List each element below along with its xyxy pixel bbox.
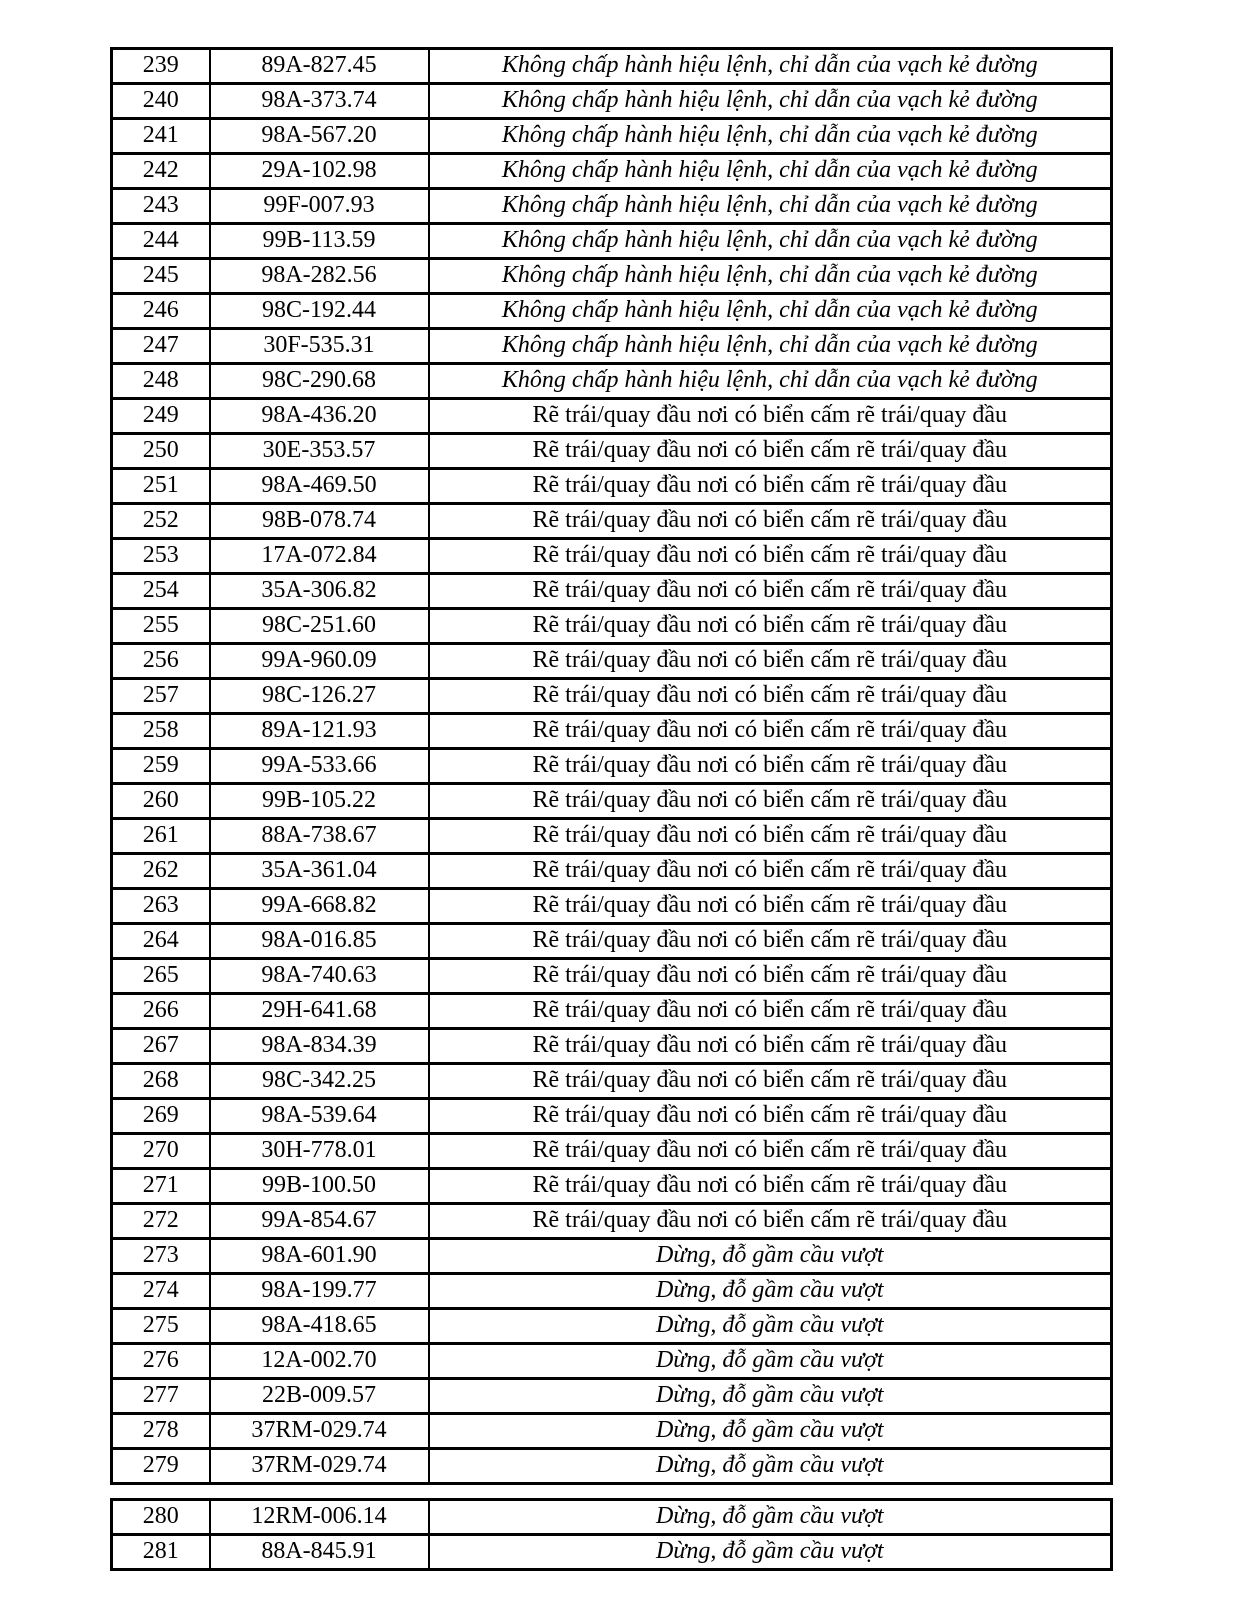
violation-description-cell: Rẽ trái/quay đầu nơi có biển cấm rẽ trái/quay đầu — [429, 819, 1112, 854]
table-row — [112, 924, 1112, 959]
table-row — [112, 1099, 1112, 1134]
violation-description-cell: Không chấp hành hiệu lệnh, chỉ dẫn của vạch kẻ đường — [429, 49, 1112, 84]
row-number-cell: 270 — [112, 1134, 210, 1169]
license-plate-cell: 30H-778.01 — [210, 1134, 429, 1169]
license-plate-cell: 35A-306.82 — [210, 574, 429, 609]
table-row — [112, 749, 1112, 784]
table-row — [112, 329, 1112, 364]
row-number-cell: 252 — [112, 504, 210, 539]
license-plate-cell: 99F-007.93 — [210, 189, 429, 224]
table-row — [112, 1134, 1112, 1169]
row-number-cell: 253 — [112, 539, 210, 574]
row-number-cell: 271 — [112, 1169, 210, 1204]
violation-description-cell: Rẽ trái/quay đầu nơi có biển cấm rẽ trái/quay đầu — [429, 959, 1112, 994]
table-row — [112, 854, 1112, 889]
violation-description-cell: Dừng, đỗ gầm cầu vượt — [429, 1239, 1112, 1274]
license-plate-cell: 98A-539.64 — [210, 1099, 429, 1134]
license-plate-cell: 98C-290.68 — [210, 364, 429, 399]
license-plate-cell: 98A-282.56 — [210, 259, 429, 294]
row-number-cell: 247 — [112, 329, 210, 364]
table-row — [112, 189, 1112, 224]
violation-description-cell: Rẽ trái/quay đầu nơi có biển cấm rẽ trái/quay đầu — [429, 574, 1112, 609]
table-row — [112, 994, 1112, 1029]
violation-table-main — [110, 47, 1113, 1485]
table-row — [112, 784, 1112, 819]
row-number-cell: 242 — [112, 154, 210, 189]
license-plate-cell: 12RM-006.14 — [210, 1500, 429, 1535]
license-plate-cell: 37RM-029.74 — [210, 1449, 429, 1484]
license-plate-cell: 98C-251.60 — [210, 609, 429, 644]
violation-description-cell: Dừng, đỗ gầm cầu vượt — [429, 1379, 1112, 1414]
table-row — [112, 1535, 1112, 1570]
table-row — [112, 154, 1112, 189]
table-row — [112, 1414, 1112, 1449]
violation-description-cell: Dừng, đỗ gầm cầu vượt — [429, 1535, 1112, 1570]
row-number-cell: 278 — [112, 1414, 210, 1449]
row-number-cell: 258 — [112, 714, 210, 749]
row-number-cell: 251 — [112, 469, 210, 504]
violation-description-cell: Dừng, đỗ gầm cầu vượt — [429, 1414, 1112, 1449]
violation-description-cell: Rẽ trái/quay đầu nơi có biển cấm rẽ trái/quay đầu — [429, 434, 1112, 469]
document-page — [110, 47, 1113, 1571]
row-number-cell: 268 — [112, 1064, 210, 1099]
row-number-cell: 263 — [112, 889, 210, 924]
license-plate-cell: 99A-668.82 — [210, 889, 429, 924]
violation-description-cell: Rẽ trái/quay đầu nơi có biển cấm rẽ trái/quay đầu — [429, 469, 1112, 504]
row-number-cell: 276 — [112, 1344, 210, 1379]
violation-description-cell: Không chấp hành hiệu lệnh, chỉ dẫn của vạch kẻ đường — [429, 329, 1112, 364]
violation-description-cell: Không chấp hành hiệu lệnh, chỉ dẫn của vạch kẻ đường — [429, 294, 1112, 329]
table-row — [112, 679, 1112, 714]
violation-description-cell: Dừng, đỗ gầm cầu vượt — [429, 1344, 1112, 1379]
license-plate-cell: 98A-436.20 — [210, 399, 429, 434]
violation-description-cell: Rẽ trái/quay đầu nơi có biển cấm rẽ trái/quay đầu — [429, 714, 1112, 749]
license-plate-cell: 88A-738.67 — [210, 819, 429, 854]
violation-description-cell: Rẽ trái/quay đầu nơi có biển cấm rẽ trái/quay đầu — [429, 504, 1112, 539]
violation-description-cell: Không chấp hành hiệu lệnh, chỉ dẫn của vạch kẻ đường — [429, 224, 1112, 259]
license-plate-cell: 22B-009.57 — [210, 1379, 429, 1414]
license-plate-cell: 35A-361.04 — [210, 854, 429, 889]
row-number-cell: 239 — [112, 49, 210, 84]
row-number-cell: 241 — [112, 119, 210, 154]
license-plate-cell: 30F-535.31 — [210, 329, 429, 364]
table-row — [112, 49, 1112, 84]
license-plate-cell: 98A-740.63 — [210, 959, 429, 994]
row-number-cell: 260 — [112, 784, 210, 819]
table-row — [112, 609, 1112, 644]
violation-description-cell: Rẽ trái/quay đầu nơi có biển cấm rẽ trái/quay đầu — [429, 854, 1112, 889]
row-number-cell: 249 — [112, 399, 210, 434]
violation-description-cell: Rẽ trái/quay đầu nơi có biển cấm rẽ trái/quay đầu — [429, 1099, 1112, 1134]
table-row — [112, 1064, 1112, 1099]
row-number-cell: 243 — [112, 189, 210, 224]
table-row — [112, 504, 1112, 539]
violation-description-cell: Rẽ trái/quay đầu nơi có biển cấm rẽ trái/quay đầu — [429, 1169, 1112, 1204]
license-plate-cell: 29H-641.68 — [210, 994, 429, 1029]
license-plate-cell: 29A-102.98 — [210, 154, 429, 189]
license-plate-cell: 98A-567.20 — [210, 119, 429, 154]
violation-description-cell: Không chấp hành hiệu lệnh, chỉ dẫn của vạch kẻ đường — [429, 189, 1112, 224]
license-plate-cell: 99B-105.22 — [210, 784, 429, 819]
license-plate-cell: 99A-854.67 — [210, 1204, 429, 1239]
violation-description-cell: Rẽ trái/quay đầu nơi có biển cấm rẽ trái/quay đầu — [429, 399, 1112, 434]
violation-description-cell: Rẽ trái/quay đầu nơi có biển cấm rẽ trái/quay đầu — [429, 1204, 1112, 1239]
license-plate-cell: 17A-072.84 — [210, 539, 429, 574]
violation-description-cell: Dừng, đỗ gầm cầu vượt — [429, 1309, 1112, 1344]
violation-description-cell: Rẽ trái/quay đầu nơi có biển cấm rẽ trái/quay đầu — [429, 644, 1112, 679]
violation-description-cell: Không chấp hành hiệu lệnh, chỉ dẫn của vạch kẻ đường — [429, 364, 1112, 399]
table-row — [112, 959, 1112, 994]
violation-description-cell: Dừng, đỗ gầm cầu vượt — [429, 1449, 1112, 1484]
row-number-cell: 264 — [112, 924, 210, 959]
license-plate-cell: 98B-078.74 — [210, 504, 429, 539]
violation-description-cell: Rẽ trái/quay đầu nơi có biển cấm rẽ trái/quay đầu — [429, 749, 1112, 784]
license-plate-cell: 99A-960.09 — [210, 644, 429, 679]
violation-description-cell: Rẽ trái/quay đầu nơi có biển cấm rẽ trái/quay đầu — [429, 539, 1112, 574]
license-plate-cell: 37RM-029.74 — [210, 1414, 429, 1449]
violation-table-continued — [110, 1498, 1113, 1571]
row-number-cell: 244 — [112, 224, 210, 259]
violation-description-cell: Rẽ trái/quay đầu nơi có biển cấm rẽ trái/quay đầu — [429, 784, 1112, 819]
license-plate-cell: 98C-192.44 — [210, 294, 429, 329]
license-plate-cell: 98A-601.90 — [210, 1239, 429, 1274]
row-number-cell: 250 — [112, 434, 210, 469]
row-number-cell: 279 — [112, 1449, 210, 1484]
license-plate-cell: 98A-469.50 — [210, 469, 429, 504]
license-plate-cell: 99B-100.50 — [210, 1169, 429, 1204]
violation-description-cell: Rẽ trái/quay đầu nơi có biển cấm rẽ trái/quay đầu — [429, 1064, 1112, 1099]
row-number-cell: 273 — [112, 1239, 210, 1274]
row-number-cell: 266 — [112, 994, 210, 1029]
violation-description-cell: Rẽ trái/quay đầu nơi có biển cấm rẽ trái/quay đầu — [429, 924, 1112, 959]
violation-description-cell: Rẽ trái/quay đầu nơi có biển cấm rẽ trái/quay đầu — [429, 889, 1112, 924]
license-plate-cell: 98C-342.25 — [210, 1064, 429, 1099]
table-row — [112, 889, 1112, 924]
row-number-cell: 274 — [112, 1274, 210, 1309]
license-plate-cell: 98A-016.85 — [210, 924, 429, 959]
table-row — [112, 469, 1112, 504]
license-plate-cell: 98A-199.77 — [210, 1274, 429, 1309]
table-row — [112, 259, 1112, 294]
table-row — [112, 819, 1112, 854]
license-plate-cell: 30E-353.57 — [210, 434, 429, 469]
row-number-cell: 261 — [112, 819, 210, 854]
table-row — [112, 1169, 1112, 1204]
row-number-cell: 280 — [112, 1500, 210, 1535]
license-plate-cell: 12A-002.70 — [210, 1344, 429, 1379]
row-number-cell: 259 — [112, 749, 210, 784]
table-row — [112, 84, 1112, 119]
license-plate-cell: 99B-113.59 — [210, 224, 429, 259]
row-number-cell: 257 — [112, 679, 210, 714]
table-row — [112, 714, 1112, 749]
row-number-cell: 245 — [112, 259, 210, 294]
violation-description-cell: Dừng, đỗ gầm cầu vượt — [429, 1274, 1112, 1309]
table-row — [112, 1344, 1112, 1379]
violation-description-cell: Rẽ trái/quay đầu nơi có biển cấm rẽ trái/quay đầu — [429, 1029, 1112, 1064]
row-number-cell: 254 — [112, 574, 210, 609]
row-number-cell: 262 — [112, 854, 210, 889]
license-plate-cell: 99A-533.66 — [210, 749, 429, 784]
table-row — [112, 224, 1112, 259]
license-plate-cell: 98A-418.65 — [210, 1309, 429, 1344]
license-plate-cell: 88A-845.91 — [210, 1535, 429, 1570]
violation-description-cell: Không chấp hành hiệu lệnh, chỉ dẫn của vạch kẻ đường — [429, 259, 1112, 294]
row-number-cell: 248 — [112, 364, 210, 399]
table-row — [112, 1204, 1112, 1239]
row-number-cell: 255 — [112, 609, 210, 644]
violation-description-cell: Rẽ trái/quay đầu nơi có biển cấm rẽ trái/quay đầu — [429, 679, 1112, 714]
table-row — [112, 1029, 1112, 1064]
violation-description-cell: Không chấp hành hiệu lệnh, chỉ dẫn của vạch kẻ đường — [429, 119, 1112, 154]
row-number-cell: 269 — [112, 1099, 210, 1134]
violation-description-cell: Rẽ trái/quay đầu nơi có biển cấm rẽ trái/quay đầu — [429, 994, 1112, 1029]
table-row — [112, 119, 1112, 154]
table-row — [112, 1309, 1112, 1344]
violation-description-cell: Không chấp hành hiệu lệnh, chỉ dẫn của vạch kẻ đường — [429, 84, 1112, 119]
table-row — [112, 574, 1112, 609]
table-row — [112, 1274, 1112, 1309]
violation-description-cell: Không chấp hành hiệu lệnh, chỉ dẫn của vạch kẻ đường — [429, 154, 1112, 189]
table-row — [112, 399, 1112, 434]
table-row — [112, 294, 1112, 329]
table-row — [112, 434, 1112, 469]
violation-description-cell: Rẽ trái/quay đầu nơi có biển cấm rẽ trái/quay đầu — [429, 1134, 1112, 1169]
table-row — [112, 1379, 1112, 1414]
table-row — [112, 644, 1112, 679]
license-plate-cell: 89A-827.45 — [210, 49, 429, 84]
license-plate-cell: 98A-373.74 — [210, 84, 429, 119]
table-row — [112, 539, 1112, 574]
license-plate-cell: 98C-126.27 — [210, 679, 429, 714]
row-number-cell: 272 — [112, 1204, 210, 1239]
row-number-cell: 281 — [112, 1535, 210, 1570]
row-number-cell: 246 — [112, 294, 210, 329]
table-row — [112, 364, 1112, 399]
table-row — [112, 1500, 1112, 1535]
table-row — [112, 1239, 1112, 1274]
violation-description-cell: Dừng, đỗ gầm cầu vượt — [429, 1500, 1112, 1535]
row-number-cell: 275 — [112, 1309, 210, 1344]
row-number-cell: 277 — [112, 1379, 210, 1414]
row-number-cell: 267 — [112, 1029, 210, 1064]
table-row — [112, 1449, 1112, 1484]
row-number-cell: 265 — [112, 959, 210, 994]
license-plate-cell: 89A-121.93 — [210, 714, 429, 749]
row-number-cell: 256 — [112, 644, 210, 679]
violation-description-cell: Rẽ trái/quay đầu nơi có biển cấm rẽ trái/quay đầu — [429, 609, 1112, 644]
license-plate-cell: 98A-834.39 — [210, 1029, 429, 1064]
row-number-cell: 240 — [112, 84, 210, 119]
